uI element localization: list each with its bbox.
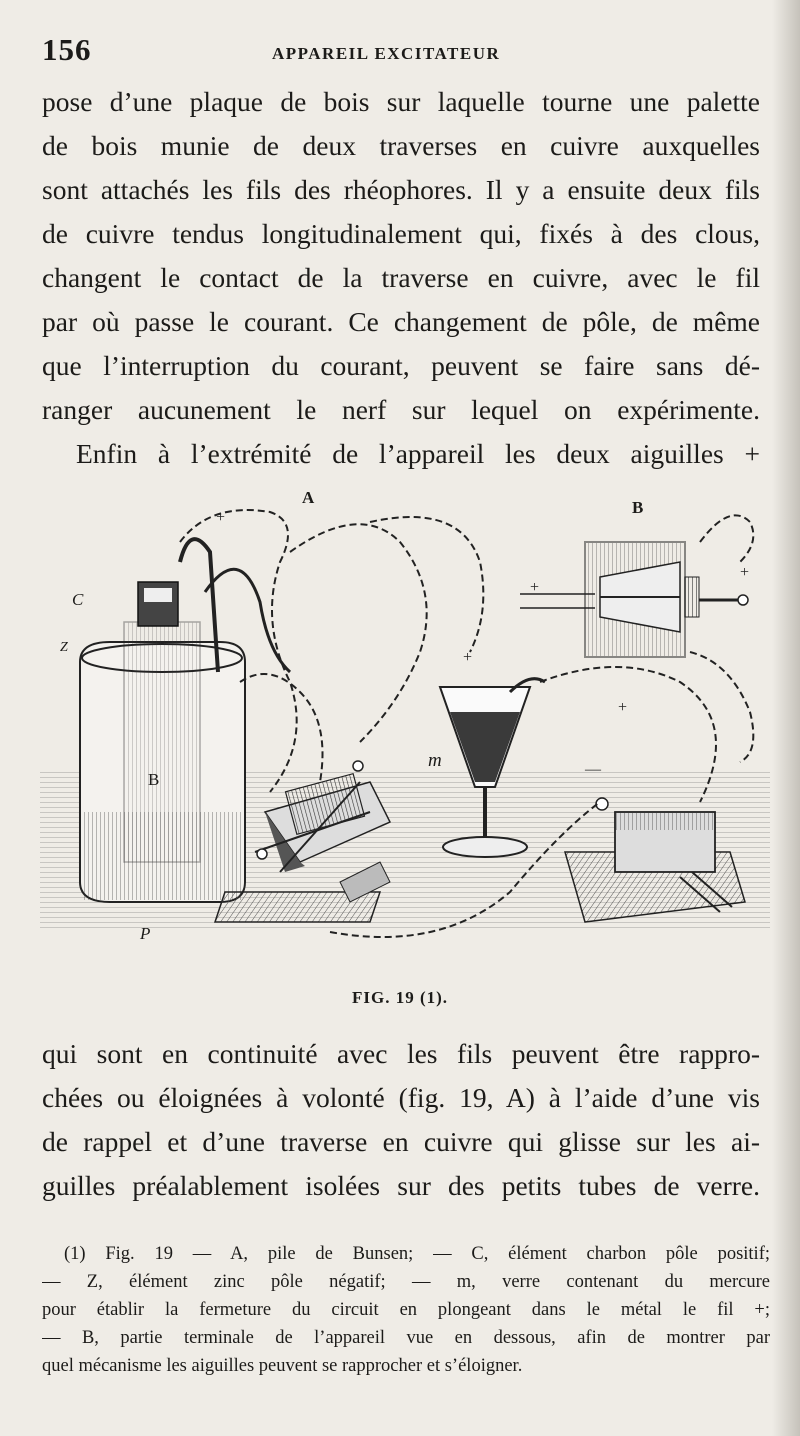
body-line: de cuivre tendus longitudinalement qui, fixés à des clous,	[42, 218, 760, 249]
page-edge-shadow	[772, 0, 800, 1436]
label-c: C	[72, 590, 84, 609]
footnote-line: — B, partie terminale de l’appareil vue en dessous, afin de montrer par	[42, 1328, 770, 1348]
plus-sign: +	[463, 649, 473, 666]
minus-sign: —	[585, 761, 601, 778]
plus-sign: +	[740, 564, 750, 581]
page-number: 156	[42, 32, 92, 67]
body-line: qui sont en continuité avec les fils peuvent être rappro-	[42, 1038, 760, 1069]
figure-caption: FIG. 19 (1).	[351, 988, 449, 1007]
body-line: guilles préalablement isolées sur des petits tubes de verre.	[42, 1170, 760, 1201]
page-header	[42, 32, 772, 72]
label-m: m	[428, 750, 442, 771]
body-line: changent le contact de la traverse en cuivre, avec le fil	[42, 262, 760, 293]
footnote-line: quel mécanisme les aiguilles peuvent se rapprocher et s’éloigner.	[42, 1356, 523, 1376]
plus-sign: +	[216, 509, 226, 526]
apparatus-engraving	[40, 482, 770, 974]
plus-sign: +	[530, 579, 540, 596]
label-b-detail: B	[632, 498, 644, 517]
label-p: P	[140, 924, 151, 943]
label-b-pile: B	[148, 770, 160, 789]
body-line: pose d’une plaque de bois sur laquelle tourne une palette	[42, 86, 760, 117]
footnote-line: — Z, élément zinc pôle négatif; — m, verre contenant du mercure	[42, 1272, 770, 1292]
body-line: Enfin à l’extrémité de l’appareil les deux aiguilles +	[76, 438, 760, 469]
body-line: de bois munie de deux traverses en cuivre auxquelles	[42, 130, 760, 161]
body-line: sont attachés les fils des rhéophores. Il y a ensuite deux fils	[42, 174, 760, 205]
footnote-line: (1) Fig. 19 — A, pile de Bunsen; — C, élément charbon pôle positif;	[64, 1244, 770, 1264]
running-head: APPAREIL EXCITATEUR	[272, 44, 501, 63]
body-line: par où passe le courant. Ce changement de pôle, de même	[42, 306, 760, 337]
plus-sign: +	[618, 699, 628, 716]
body-line: ranger aucunement le nerf sur lequel on expérimente.	[42, 394, 760, 425]
label-a: A	[302, 488, 315, 507]
detail-view-b	[520, 542, 748, 657]
body-line: de rappel et d’une traverse en cuivre qui glisse sur les ai-	[42, 1126, 760, 1157]
figure-19-illustration	[40, 482, 770, 974]
body-line: chées ou éloignées à volonté (fig. 19, A) à l’aide d’une vis	[42, 1082, 760, 1113]
body-line: que l’interruption du courant, peuvent se faire sans dé-	[42, 350, 760, 381]
footnote-line: pour établir la fermeture du circuit en plongeant dans le métal le fil +;	[42, 1300, 770, 1320]
label-z: Z	[60, 640, 68, 655]
